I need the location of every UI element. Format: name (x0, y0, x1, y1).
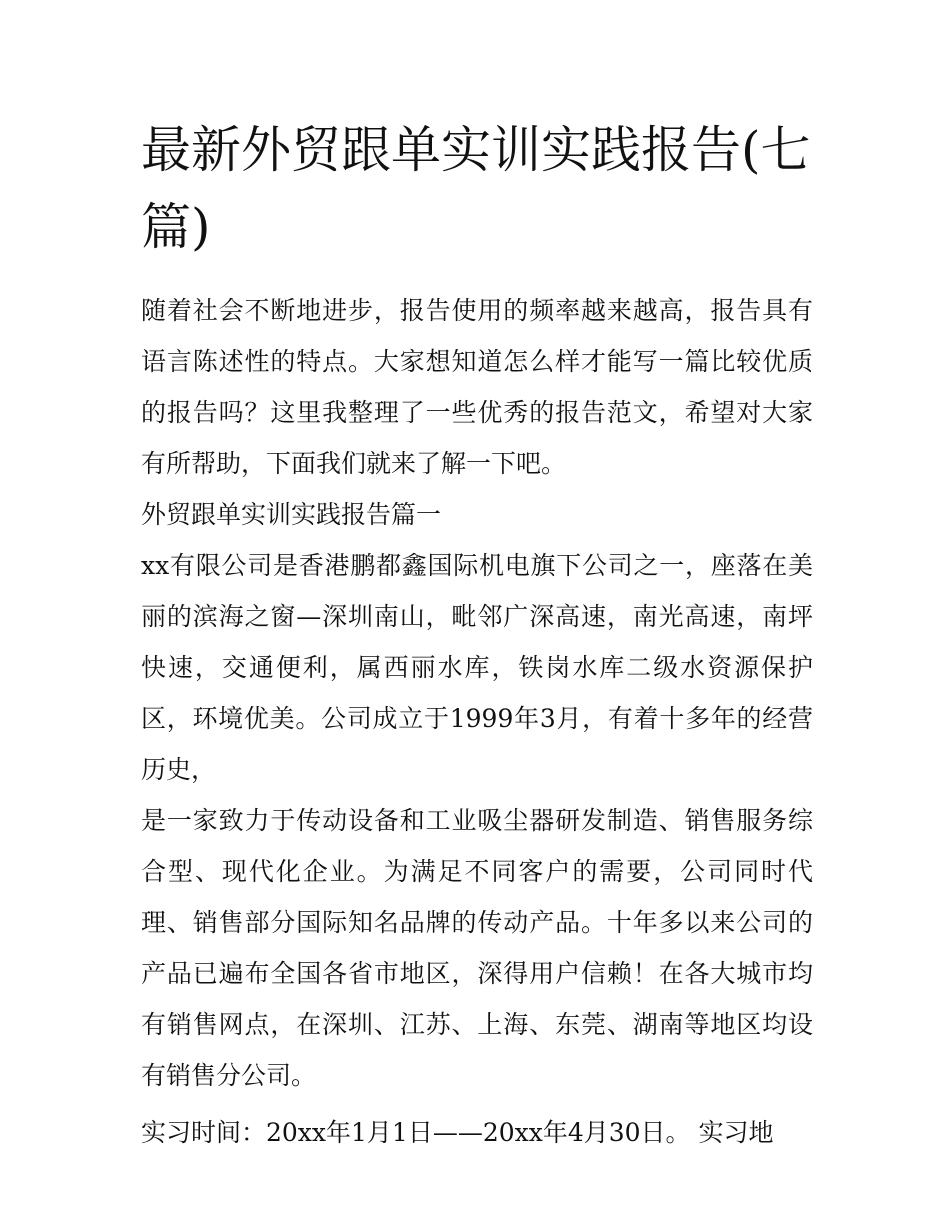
section-heading: 外贸跟单实训实践报告篇一 (141, 500, 442, 529)
intro-paragraph: 随着社会不断地进步，报告使用的频率越来越高，报告具有语言陈述性的特点。大家想知道怎么样才能写一篇比较优质的报告吗？这里我整理了一些优秀的报告范文，希望对大家有所帮助，下面我们就来了解一下吧。 (141, 296, 813, 478)
document-page (141, 112, 813, 1158)
company-paragraph-1: xx有限公司是香港鹏都鑫国际机电旗下公司之一，座落在美丽的滨海之窗—深圳南山，毗邻广深高速，南光高速，南坪快速，交通便利，属西丽水库，铁岗水库二级水资源保护区，环境优美。公司成立于1999年3月，有着十多年的经营历史， (141, 551, 813, 784)
internship-time-paragraph: 实习时间：20xx年1月1日——20xx年4月30日。 实习地 (141, 1118, 774, 1147)
document-title: 最新外贸跟单实训实践报告(七篇) (141, 121, 811, 256)
company-paragraph-2: 是一家致力于传动设备和工业吸尘器研发制造、销售服务综合型、现代化企业。为满足不同客户的需要，公司同时代理、销售部分国际知名品牌的传动产品。十年多以来公司的产品已遍布全国各省市地区，深得用户信赖！在各大城市均有销售网点，在深圳、江苏、上海、东莞、湖南等地区均设有销售分公司。 (141, 806, 813, 1090)
